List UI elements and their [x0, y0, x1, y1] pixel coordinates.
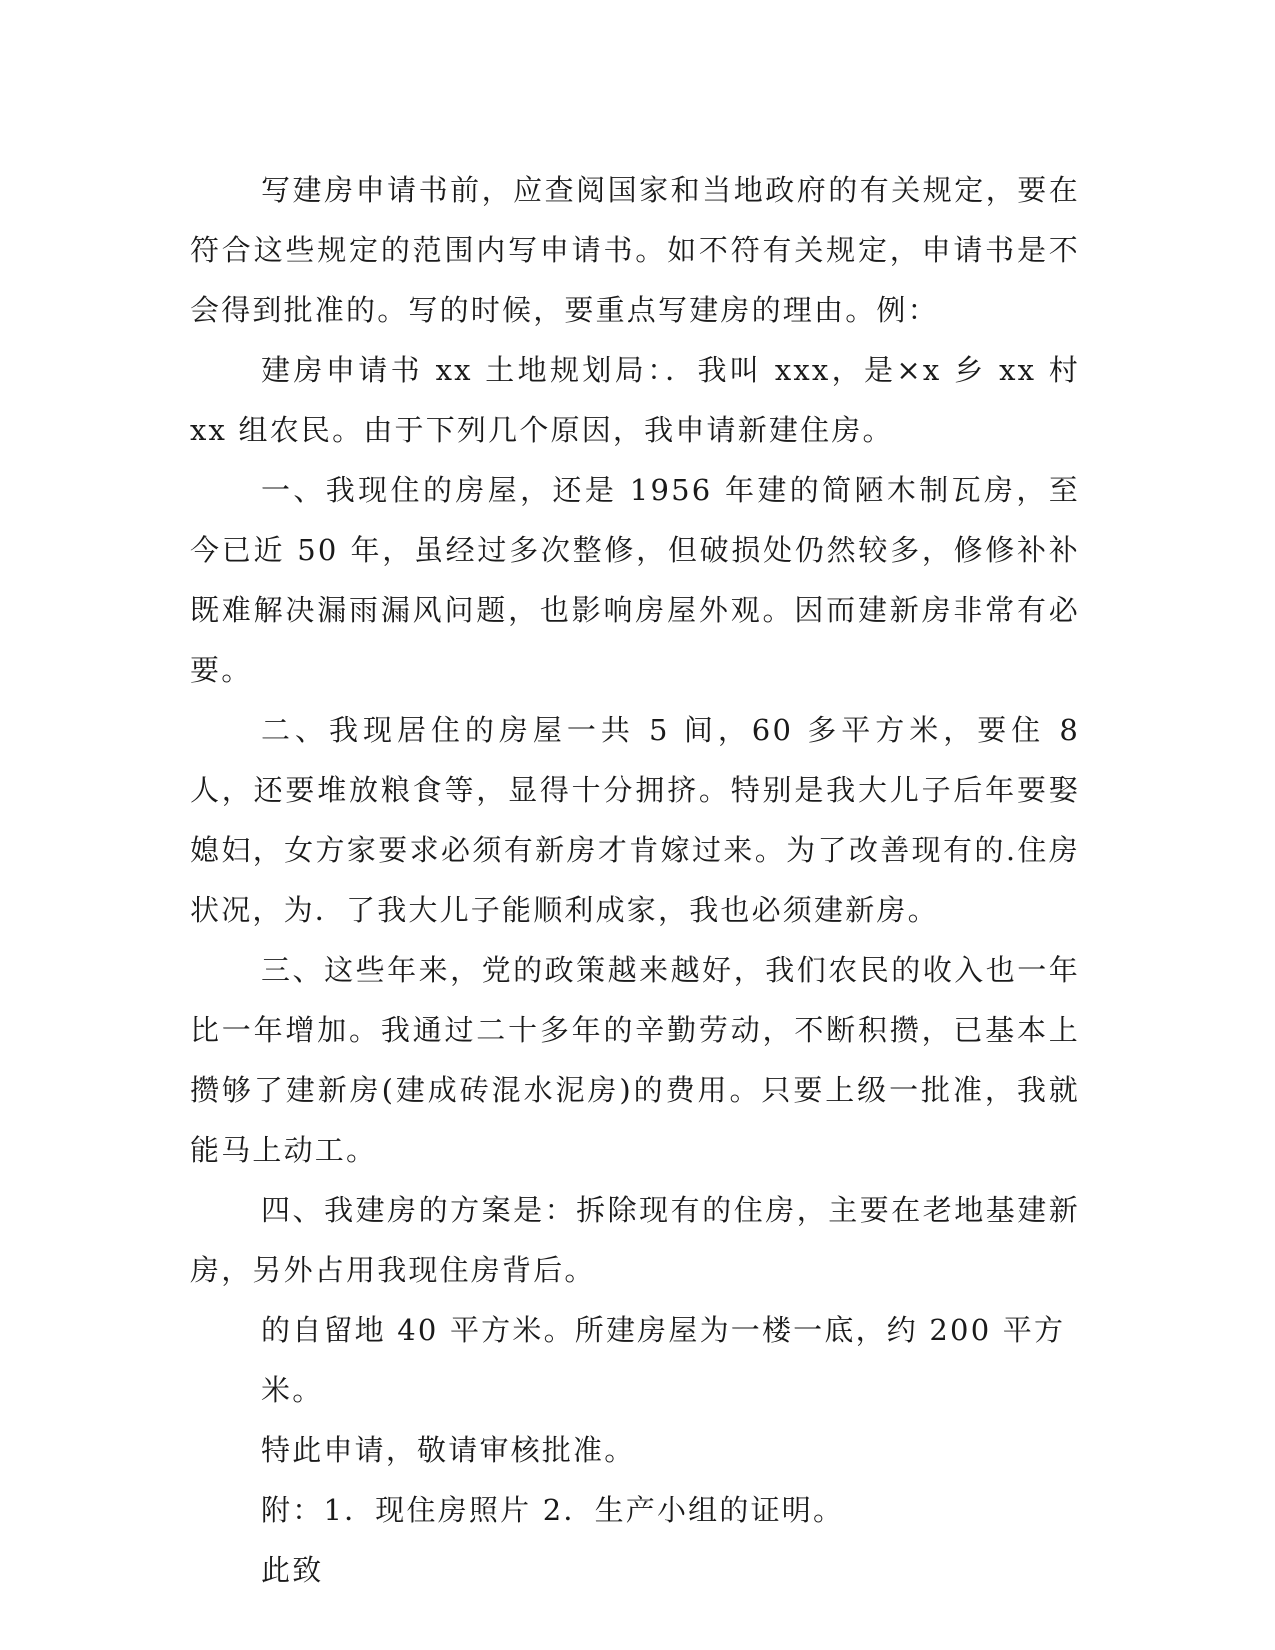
- line-attachments: 附：1．现住房照片 2．生产小组的证明。: [261, 1493, 845, 1527]
- line-request: 特此申请，敬请审核批准。: [261, 1433, 636, 1467]
- paragraph-reason-three: 三、这些年来，党的政策越来越好，我们农民的收入也一年比一年增加。我通过二十多年的辛勤劳动，不断积攒，已基本上攒够了建新房(建成砖混水泥房)的费用。只要上级一批准，我就能马上动工。: [190, 953, 1080, 1167]
- document-body: [190, 160, 1080, 1600]
- paragraph-reason-four: 四、我建房的方案是：拆除现有的住房，主要在老地基建新房，另外占用我现住房背后。: [190, 1193, 1080, 1287]
- paragraph-application-header: 建房申请书 xx 土地规划局：．我叫 xxx，是×x 乡 xx 村 xx 组农民。由于下列几个原因，我申请新建住房。: [190, 353, 1080, 447]
- paragraph-reason-one: 一、我现住的房屋，还是 1956 年建的简陋木制瓦房，至今已近 50 年，虽经过多次整修，但破损处仍然较多，修修补补既难解决漏雨漏风问题，也影响房屋外观。因而建新房非常有必要。: [190, 473, 1080, 687]
- paragraph-reason-two: 二、我现居住的房屋一共 5 间，60 多平方米，要住 8 人，还要堆放粮食等，显得十分拥挤。特别是我大儿子后年要娶媳妇，女方家要求必须有新房才肯嫁过来。为了改善现有的.住房状况，为．了我大儿子能顺利成家，我也必须建新房。: [190, 713, 1080, 927]
- line-closing: 此致: [261, 1553, 324, 1587]
- paragraph-intro: 写建房申请书前，应查阅国家和当地政府的有关规定，要在符合这些规定的范围内写申请书。如不符有关规定，申请书是不会得到批准的。写的时候，要重点写建房的理由。例：: [190, 173, 1080, 327]
- line-land-detail: 的自留地 40 平方米。所建房屋为一楼一底，约 200 平方米。: [261, 1313, 1066, 1407]
